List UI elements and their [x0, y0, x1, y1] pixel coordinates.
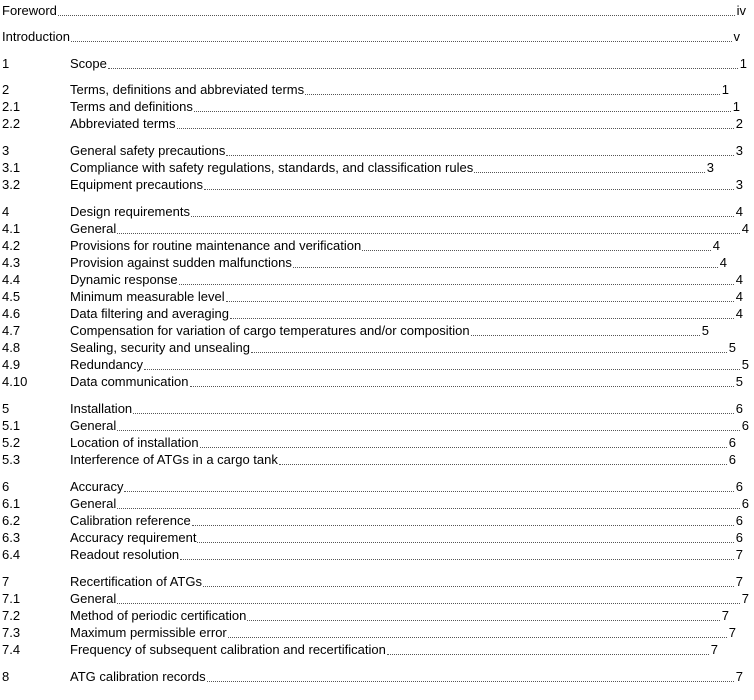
toc-entry-page: 7: [741, 591, 749, 606]
toc-entry-page: 4: [735, 289, 743, 304]
toc-entry[interactable]: [0, 175, 744, 193]
dot-leader: [192, 525, 734, 526]
toc-entry-title: Scope: [70, 56, 107, 71]
toc-entry-number: 4.10: [2, 374, 28, 389]
toc-entry-title: General: [70, 418, 117, 433]
toc-entry-number: 2: [2, 82, 10, 97]
toc-entry[interactable]: [0, 114, 744, 132]
toc-entry[interactable]: [0, 545, 744, 563]
toc-entry-number: 4.4: [2, 272, 21, 287]
toc-entry-title: Data communication: [70, 374, 189, 389]
toc-entry-number: 4.6: [2, 306, 21, 321]
toc-entry[interactable]: [0, 270, 744, 288]
toc-entry-title: Foreword: [2, 3, 57, 18]
toc-entry-number: 7.3: [2, 625, 21, 640]
toc-entry-title: Frequency of subsequent calibration and recertification: [70, 642, 386, 657]
toc-entry-number: 7: [2, 574, 10, 589]
dot-leader: [362, 250, 711, 251]
toc-entry-number: 6.2: [2, 513, 21, 528]
toc-entry-number: 2.2: [2, 116, 21, 131]
toc-entry-number: 3.1: [2, 160, 21, 175]
toc-entry-number: 4.9: [2, 357, 21, 372]
toc-entry[interactable]: [0, 158, 715, 176]
toc-entry[interactable]: [0, 589, 750, 607]
toc-entry-title: General safety precautions: [70, 143, 226, 158]
toc-entry-page: v: [733, 29, 740, 44]
toc-entry-title: Abbreviated terms: [70, 116, 176, 131]
dot-leader: [194, 111, 731, 112]
toc-entry[interactable]: [0, 54, 748, 72]
toc-entry-title: Accuracy requirement: [70, 530, 197, 545]
dot-leader: [230, 318, 734, 319]
toc-entry[interactable]: [0, 141, 744, 159]
dot-leader: [474, 172, 705, 173]
toc-entry-title: Introduction: [2, 29, 70, 44]
toc-entry-number: 4.1: [2, 221, 21, 236]
toc-entry-number: 5: [2, 401, 10, 416]
toc-entry-title: ATG calibration records: [70, 669, 206, 684]
dot-leader: [247, 620, 719, 621]
toc-entry-title: Readout resolution: [70, 547, 180, 562]
toc-entry-number: 4.2: [2, 238, 21, 253]
toc-entry[interactable]: [0, 528, 744, 546]
toc-entry-page: iv: [736, 3, 746, 18]
toc-entry-number: 6: [2, 479, 10, 494]
dot-leader: [279, 464, 727, 465]
dot-leader: [71, 41, 732, 42]
toc-entry[interactable]: [0, 355, 750, 373]
toc-entry[interactable]: [0, 606, 730, 624]
toc-entry-page: 4: [735, 204, 743, 219]
toc-entry[interactable]: [0, 640, 719, 658]
toc-entry-page: 7: [735, 547, 743, 562]
toc-entry-title: Provision against sudden malfunctions: [70, 255, 292, 270]
dot-leader: [117, 233, 740, 234]
toc-entry-title: Redundancy: [70, 357, 143, 372]
toc-entry-page: 3: [735, 143, 743, 158]
toc-entry-title: Data filtering and averaging: [70, 306, 229, 321]
toc-entry-number: 3.2: [2, 177, 21, 192]
dot-leader: [117, 603, 740, 604]
toc-entry[interactable]: [0, 321, 710, 339]
toc-entry[interactable]: [0, 372, 744, 390]
toc-entry[interactable]: [0, 202, 744, 220]
toc-entry-title: Design requirements: [70, 204, 190, 219]
toc-entry[interactable]: [0, 494, 750, 512]
dot-leader: [177, 128, 734, 129]
toc-entry[interactable]: [0, 253, 728, 271]
toc-entry[interactable]: [0, 304, 744, 322]
dot-leader: [293, 267, 718, 268]
toc-entry-page: 7: [735, 574, 743, 589]
dot-leader: [133, 413, 734, 414]
dot-leader: [124, 491, 733, 492]
toc-entry-number: 5.2: [2, 435, 21, 450]
toc-entry[interactable]: [0, 433, 737, 451]
dot-leader: [203, 586, 734, 587]
toc-entry-number: 3: [2, 143, 10, 158]
toc-entry-number: 7.2: [2, 608, 21, 623]
toc-entry-title: General: [70, 496, 117, 511]
toc-entry-page: 6: [741, 418, 749, 433]
toc-entry-number: 8: [2, 669, 10, 684]
toc-entry-page: 4: [719, 255, 727, 270]
dot-leader: [305, 94, 720, 95]
toc-entry-page: 4: [735, 272, 743, 287]
dot-leader: [144, 369, 740, 370]
dot-leader: [387, 654, 709, 655]
toc-entry-title: Accuracy: [70, 479, 124, 494]
toc-entry-page: 6: [735, 479, 743, 494]
toc-entry-page: 6: [735, 530, 743, 545]
dot-leader: [117, 430, 740, 431]
toc-entry-page: 6: [728, 452, 736, 467]
dot-leader: [180, 559, 734, 560]
toc-entry-number: 4.8: [2, 340, 21, 355]
toc-entry[interactable]: [0, 450, 737, 468]
toc-entry-introduction[interactable]: [0, 27, 741, 45]
toc-entry-number: 4.5: [2, 289, 21, 304]
toc-entry-number: 5.3: [2, 452, 21, 467]
dot-leader: [108, 68, 738, 69]
toc-entry-number: 6.1: [2, 496, 21, 511]
toc-entry-page: 7: [721, 608, 729, 623]
toc-entry-title: General: [70, 591, 117, 606]
toc-entry[interactable]: [0, 623, 737, 641]
toc-entry-title: Compensation for variation of cargo temperatures and/or composition: [70, 323, 470, 338]
toc-entry-page: 5: [735, 374, 743, 389]
dot-leader: [471, 335, 700, 336]
toc-entry-page: 1: [739, 56, 747, 71]
toc-entry[interactable]: [0, 511, 744, 529]
toc-entry-page: 6: [728, 435, 736, 450]
toc-entry-title: Terms and definitions: [70, 99, 193, 114]
toc-entry-page: 7: [728, 625, 736, 640]
toc-entry-number: 6.4: [2, 547, 21, 562]
toc-entry-page: 7: [710, 642, 718, 657]
toc-entry-number: 7.4: [2, 642, 21, 657]
toc-entry-title: Location of installation: [70, 435, 199, 450]
toc-entry[interactable]: [0, 219, 750, 237]
toc-entry-title: Interference of ATGs in a cargo tank: [70, 452, 278, 467]
toc-entry-page: 6: [741, 496, 749, 511]
toc-entry[interactable]: [0, 667, 744, 685]
toc-entry-number: 4: [2, 204, 10, 219]
toc-entry-title: General: [70, 221, 117, 236]
toc-entry[interactable]: [0, 80, 730, 98]
toc-entry[interactable]: [0, 97, 741, 115]
toc-entry-page: 2: [735, 116, 743, 131]
toc-entry-number: 4.7: [2, 323, 21, 338]
toc-entry[interactable]: [0, 399, 744, 417]
toc-entry-page: 6: [735, 513, 743, 528]
toc-entry-page: 4: [712, 238, 720, 253]
dot-leader: [191, 216, 734, 217]
toc-entry-title: Installation: [70, 401, 133, 416]
toc-entry-title: Recertification of ATGs: [70, 574, 202, 589]
toc-entry-number: 6.3: [2, 530, 21, 545]
dot-leader: [228, 637, 727, 638]
toc-entry[interactable]: [0, 338, 737, 356]
dot-leader: [197, 542, 733, 543]
toc-entry-title: Terms, definitions and abbreviated terms: [70, 82, 305, 97]
toc-entry-title: Maximum permissible error: [70, 625, 227, 640]
toc-entry[interactable]: [0, 572, 744, 590]
toc-entry-page: 4: [741, 221, 749, 236]
dot-leader: [207, 681, 734, 682]
dot-leader: [251, 352, 727, 353]
toc-entry-number: 2.1: [2, 99, 21, 114]
dot-leader: [58, 15, 735, 16]
toc-entry-page: 3: [706, 160, 714, 175]
toc-entry-page: 1: [732, 99, 740, 114]
toc-entry-page: 6: [735, 401, 743, 416]
dot-leader: [226, 155, 733, 156]
toc-entry-title: Calibration reference: [70, 513, 191, 528]
dot-leader: [117, 508, 740, 509]
toc-entry-title: Method of periodic certification: [70, 608, 247, 623]
toc-entry-page: 4: [735, 306, 743, 321]
toc-entry[interactable]: [0, 287, 744, 305]
toc-entry[interactable]: [0, 236, 721, 254]
dot-leader: [190, 386, 734, 387]
toc-entry-title: Minimum measurable level: [70, 289, 225, 304]
toc-entry-title: Sealing, security and unsealing: [70, 340, 250, 355]
toc-entry-page: 5: [728, 340, 736, 355]
toc-entry-page: 5: [741, 357, 749, 372]
toc-entry[interactable]: [0, 477, 744, 495]
dot-leader: [204, 189, 734, 190]
toc-entry-page: 3: [735, 177, 743, 192]
toc-entry-page: 5: [701, 323, 709, 338]
dot-leader: [200, 447, 727, 448]
dot-leader: [226, 301, 734, 302]
dot-leader: [179, 284, 734, 285]
toc-entry-number: 5.1: [2, 418, 21, 433]
toc-entry-foreword[interactable]: [0, 1, 747, 19]
toc-entry-number: 4.3: [2, 255, 21, 270]
toc-entry-number: 1: [2, 56, 10, 71]
toc-entry-page: 7: [735, 669, 743, 684]
toc-entry-title: Equipment precautions: [70, 177, 203, 192]
toc-entry-number: 7.1: [2, 591, 21, 606]
toc-entry-title: Provisions for routine maintenance and verification: [70, 238, 362, 253]
toc-entry-page: 1: [721, 82, 729, 97]
toc-entry-title: Compliance with safety regulations, standards, and classification rules: [70, 160, 474, 175]
toc-entry[interactable]: [0, 416, 750, 434]
toc-entry-title: Dynamic response: [70, 272, 178, 287]
